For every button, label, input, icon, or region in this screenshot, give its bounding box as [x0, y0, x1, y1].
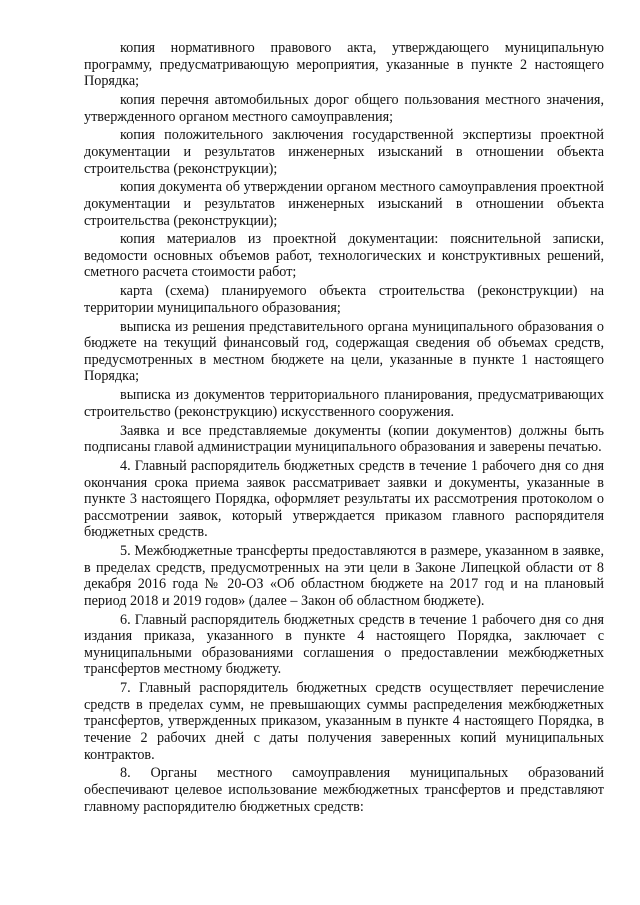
paragraph: 5. Межбюджетные трансферты предоставляются в размере, указанном в заявке, в пределах средств, предусмотренных на эти цели в Законе Липецкой области от 8 декабря 2016 года № 20-ОЗ «Об областном бюджете на 2017 год и на плановый период 2018 и 2019 годов» (далее – Закон об областном бюджете).: [84, 543, 604, 609]
paragraph: карта (схема) планируемого объекта строительства (реконструкции) на территории муниципального образования;: [84, 283, 604, 316]
paragraph: копия нормативного правового акта, утверждающего муниципальную программу, предусматривающую мероприятия, указанные в пункте 2 настоящего Порядка;: [84, 40, 604, 90]
paragraph: копия перечня автомобильных дорог общего пользования местного значения, утвержденного органом местного самоуправления;: [84, 91, 604, 125]
paragraph: выписка из решения представительного органа муниципального образования о бюджете на текущий финансовый год, содержащая сведения об объемах средств, предусмотренных в местном бюджете на цели, указанные в пункте 1 настоящего Порядка;: [84, 318, 604, 385]
paragraph: 7. Главный распорядитель бюджетных средств осуществляет перечисление средств в пределах сумм, не превышающих суммы распределения межбюджетных трансфертов, утвержденных приказом, указанным в пункте 4 настоящего Порядка, в течение 2 рабочих дней с даты получения заверенных копий муниципальных контрактов.: [84, 680, 604, 763]
paragraph: 4. Главный распорядитель бюджетных средств в течение 1 рабочего дня со дня окончания срока приема заявок рассматривает заявки и документы, указанные в пункте 3 настоящего Порядка, оформляет результаты их рассмотрения протоколом о рассмотрении заявок, который утверждается приказом главного распорядителя бюджетных средств.: [84, 457, 604, 541]
paragraph: Заявка и все представляемые документы (копии документов) должны быть подписаны главой администрации муниципального образования и заверены печатью.: [84, 422, 604, 456]
paragraph: 6. Главный распорядитель бюджетных средств в течение 1 рабочего дня со дня издания приказа, указанного в пункте 4 настоящего Порядка, заключает с муниципальными образованиями соглашения о предоставлении межбюджетных трансфертов местному бюджету.: [84, 611, 604, 678]
paragraph: копия материалов из проектной документации: пояснительной записки, ведомости основных объемов работ, технологических и конструктивных решений, сметного расчета стоимости работ;: [84, 231, 604, 281]
paragraph: копия положительного заключения государственной экспертизы проектной документации и результатов инженерных изысканий в отношении объекта строительства (реконструкции);: [84, 127, 604, 177]
paragraph: копия документа об утверждении органом местного самоуправления проектной документации и результатов инженерных изысканий в отношении объекта строительства (реконструкции);: [84, 179, 604, 229]
paragraph: выписка из документов территориального планирования, предусматривающих строительство (реконструкцию) искусственного сооружения.: [84, 387, 604, 420]
paragraph: 8. Органы местного самоуправления муниципальных образований обеспечивают целевое использование межбюджетных трансфертов и представляют главному распорядителю бюджетных средств:: [84, 765, 604, 815]
